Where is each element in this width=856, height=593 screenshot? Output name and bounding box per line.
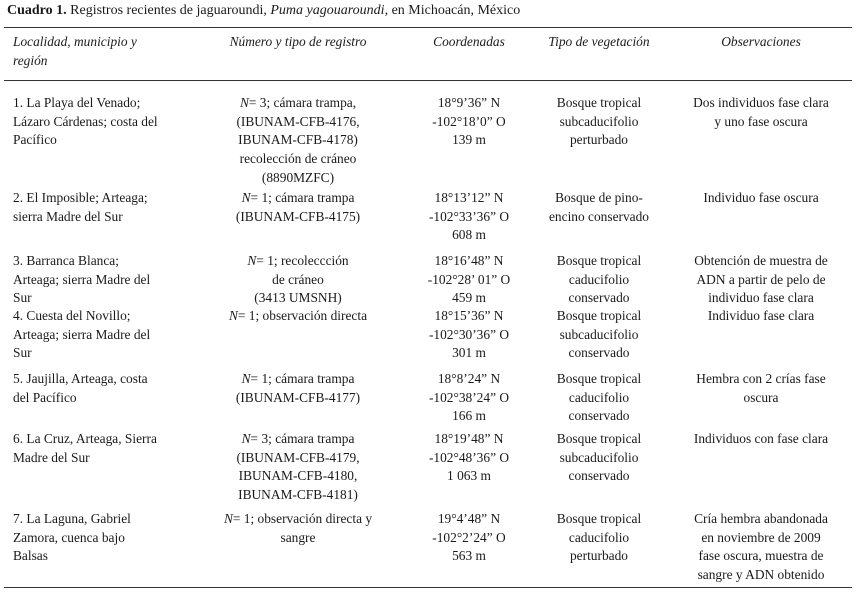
cell-vegetacion: Bosque tropical subcaducifolio conservado: [556, 308, 642, 361]
registro-text: = 1; cámara trampa (IBUNAM-CFB-4177): [235, 371, 361, 405]
cell-coordenadas: 19°4’48” N -102°2’24” O 563 m: [432, 511, 506, 564]
caption-label: Cuadro 1.: [7, 3, 67, 18]
header-rule: [4, 80, 852, 81]
cell-registro: [204, 430, 392, 505]
registro-n: N: [228, 308, 238, 323]
top-rule: [4, 27, 852, 28]
registro-text: = 1; observación directa: [237, 308, 368, 323]
cell-vegetacion: Bosque tropical caducifolio conservado: [556, 253, 642, 306]
cell-localidad: 1. La Playa del Venado; Lázaro Cárdenas; costa del Pacífico: [13, 95, 158, 148]
cell-coordenadas: 18°13’12” N -102°33’36” O 608 m: [428, 190, 510, 243]
cell-localidad: 2. El Imposible; Arteaga; sierra Madre del Sur: [13, 190, 148, 224]
caption-text: Registros recientes de jaguaroundi,: [66, 3, 271, 18]
table-caption: [7, 2, 520, 20]
registro-n: N: [241, 190, 251, 205]
cell-observaciones: Cría hembra abandonada en noviembre de 2009 fase oscura, muestra de sangre y ADN obtenido: [694, 511, 828, 583]
cell-registro: [204, 189, 392, 226]
cell-localidad: 5. Jaujilla, Arteaga, costa del Pacífico: [13, 371, 148, 405]
cell-localidad: 7. La Laguna, Gabriel Zamora, cuenca bajo Balsas: [13, 511, 131, 564]
header-coordenadas: Coordenadas: [433, 34, 505, 49]
cell-observaciones: Individuos con fase clara: [693, 431, 829, 446]
cell-registro: [204, 252, 392, 308]
registro-text: = 3; cámara trampa (IBUNAM-CFB-4179, IBUNAM-CFB-4180, IBUNAM-CFB-4181): [236, 431, 360, 503]
cell-localidad: 4. Cuesta del Novillo; Arteaga; sierra Madre del Sur: [13, 308, 151, 361]
cell-registro: [204, 510, 392, 547]
cell-vegetacion: Bosque tropical caducifolio perturbado: [556, 511, 642, 564]
bottom-rule: [4, 587, 852, 588]
header-registro: Número y tipo de registro: [229, 34, 367, 49]
cell-vegetacion: Bosque tropical subcaducifolio conservado: [556, 431, 642, 484]
caption-text-end: en Michoacán, México: [388, 3, 521, 18]
registro-n: N: [247, 253, 257, 268]
header-localidad: Localidad, municipio y región: [13, 34, 137, 68]
cell-localidad: 3. Barranca Blanca; Arteaga; sierra Madre del Sur: [13, 253, 151, 306]
cell-vegetacion: Bosque tropical caducifolio conservado: [556, 371, 642, 424]
cell-observaciones: Obtención de muestra de ADN a partir de pelo de individuo fase clara: [694, 253, 828, 306]
cell-registro: [204, 370, 392, 407]
cell-localidad: 6. La Cruz, Arteaga, Sierra Madre del Sur: [13, 431, 157, 465]
cell-observaciones: Individuo fase clara: [707, 308, 815, 323]
cell-observaciones: Dos individuos fase clara y uno fase oscura: [693, 95, 829, 129]
header-observaciones: Observaciones: [721, 34, 801, 49]
registro-text: = 3; cámara trampa, (IBUNAM-CFB-4176, IBUNAM-CFB-4178) recolección de cráneo (8890MZFC): [236, 95, 360, 185]
registro-text: = 1; observación directa y sangre: [232, 511, 373, 545]
registro-n: N: [223, 511, 233, 526]
registro-text: = 1; cámara trampa (IBUNAM-CFB-4175): [235, 190, 361, 224]
cell-registro: [204, 307, 392, 326]
header-vegetacion: Tipo de vegetación: [548, 34, 650, 49]
cell-coordenadas: 18°15’36” N -102°30’36” O 301 m: [428, 308, 510, 361]
cell-vegetacion: Bosque de pino- encino conservado: [548, 190, 650, 224]
cell-coordenadas: 18°9’36” N -102°18’0” O 139 m: [432, 95, 506, 148]
cell-coordenadas: 18°16’48” N -102°28’ 01” O 459 m: [427, 253, 511, 306]
cell-registro: [204, 94, 392, 188]
registro-n: N: [241, 431, 251, 446]
cell-observaciones: Hembra con 2 crías fase oscura: [696, 371, 826, 405]
cell-vegetacion: Bosque tropical subcaducifolio perturbado: [556, 95, 642, 148]
caption-species: Puma yagouaroundi,: [270, 3, 389, 18]
cell-coordenadas: 18°8’24” N -102°38’24” O 166 m: [428, 371, 510, 424]
registro-n: N: [241, 371, 251, 386]
cell-coordenadas: 18°19’48” N -102°48’36” O 1 063 m: [428, 431, 510, 484]
cell-observaciones: Individuo fase oscura: [703, 190, 819, 205]
registro-text: = 1; recoleccción de cráneo (3413 UMSNH): [254, 253, 349, 306]
registro-n: N: [239, 95, 249, 110]
